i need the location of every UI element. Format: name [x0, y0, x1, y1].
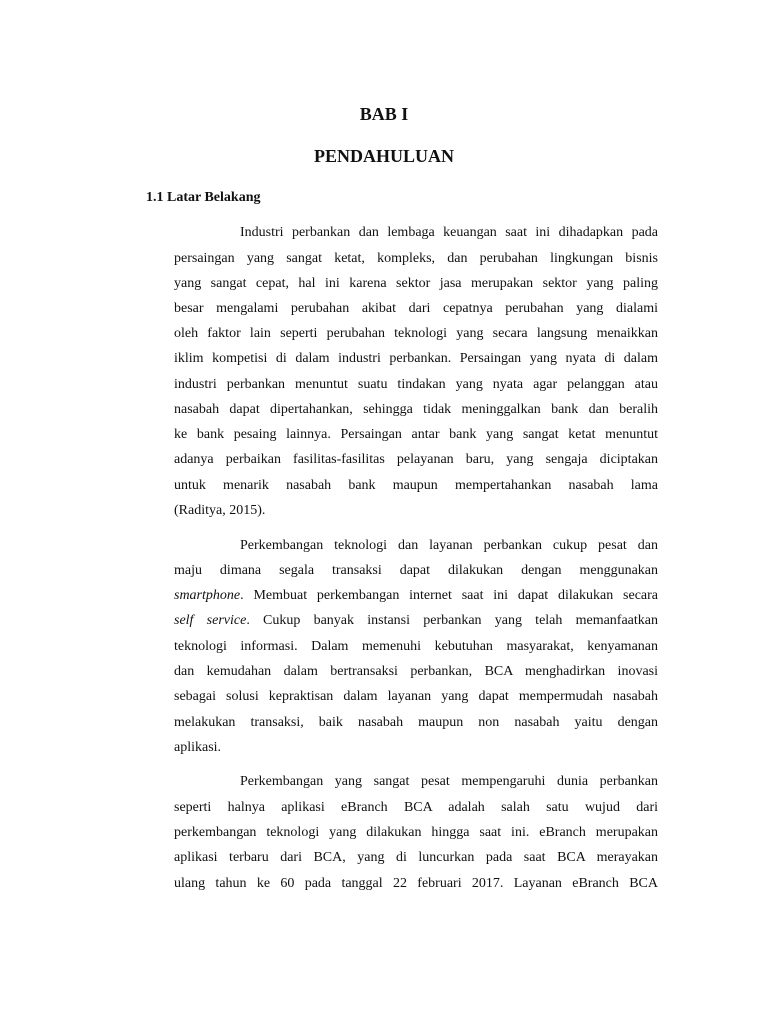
paragraph-line: perkembangan teknologi yang dilakukan hingga saat ini. eBranch merupakan [174, 825, 658, 840]
section-heading: 1.1 Latar Belakang [146, 190, 261, 205]
chapter-number: BAB I [359, 104, 409, 124]
paragraph-line: adanya perbaikan fasilitas-fasilitas pelayanan baru, yang sengaja diciptakan [174, 452, 658, 467]
paragraph-line: melakukan transaksi, baik nasabah maupun non nasabah yaitu dengan [174, 715, 658, 730]
paragraph-line: teknologi informasi. Dalam memenuhi kebutuhan masyarakat, kenyamanan [174, 639, 658, 654]
paragraph-line: persaingan yang sangat ketat, kompleks, dan perubahan lingkungan bisnis [174, 251, 658, 266]
paragraph-line: Perkembangan yang sangat pesat mempengaruhi dunia perbankan [240, 774, 658, 789]
paragraph-line: aplikasi terbaru dari BCA, yang di luncurkan pada saat BCA merayakan [174, 850, 658, 865]
paragraph-line: aplikasi. [174, 740, 222, 755]
paragraph-line: ulang tahun ke 60 pada tanggal 22 februari 2017. Layanan eBranch BCA [174, 876, 658, 891]
paragraph-line: ke bank pesaing lainnya. Persaingan antar bank yang sangat ketat menuntut [174, 427, 658, 442]
paragraph-line: maju dimana segala transaksi dapat dilakukan dengan menggunakan [174, 563, 658, 578]
line-text: . Membuat perkembangan internet saat ini dapat dilakukan secara [240, 588, 658, 603]
italic-term: smartphone [174, 588, 241, 603]
paragraph-line: oleh faktor lain seperti perubahan teknologi yang secara langsung menaikkan [174, 326, 658, 341]
paragraph-line: untuk menarik nasabah bank maupun mempertahankan nasabah lama [174, 478, 658, 493]
paragraph-line: Industri perbankan dan lembaga keuangan saat ini dihadapkan pada [240, 225, 658, 240]
italic-term: self service [174, 613, 247, 628]
paragraph-line: industri perbankan menuntut suatu tindakan yang nyata agar pelanggan atau [174, 377, 658, 392]
paragraph-line: nasabah dapat dipertahankan, sehingga tidak meninggalkan bank dan beralih [174, 402, 658, 417]
line-text: . Cukup banyak instansi perbankan yang telah memanfaatkan [246, 613, 658, 628]
paragraph-line [174, 587, 658, 605]
paragraph-line [174, 612, 658, 630]
paragraph-line: (Raditya, 2015). [174, 503, 266, 518]
paragraph-line: besar mengalami perubahan akibat dari cepatnya perubahan yang dialami [174, 301, 658, 316]
chapter-title: PENDAHULUAN [313, 146, 454, 166]
paragraph-line: seperti halnya aplikasi eBranch BCA adalah salah satu wujud dari [174, 800, 658, 815]
paragraph-line: dan kemudahan dalam bertransaksi perbankan, BCA menghadirkan inovasi [174, 664, 658, 679]
paragraph-line: yang sangat cepat, hal ini karena sektor jasa merupakan sektor yang paling [174, 276, 658, 291]
paragraph-line: Perkembangan teknologi dan layanan perbankan cukup pesat dan [240, 538, 658, 553]
paragraph-line: iklim kompetisi di dalam industri perbankan. Persaingan yang nyata di dalam [174, 351, 658, 366]
paragraph-line: sebagai solusi kepraktisan dalam layanan yang dapat mempermudah nasabah [174, 689, 658, 704]
